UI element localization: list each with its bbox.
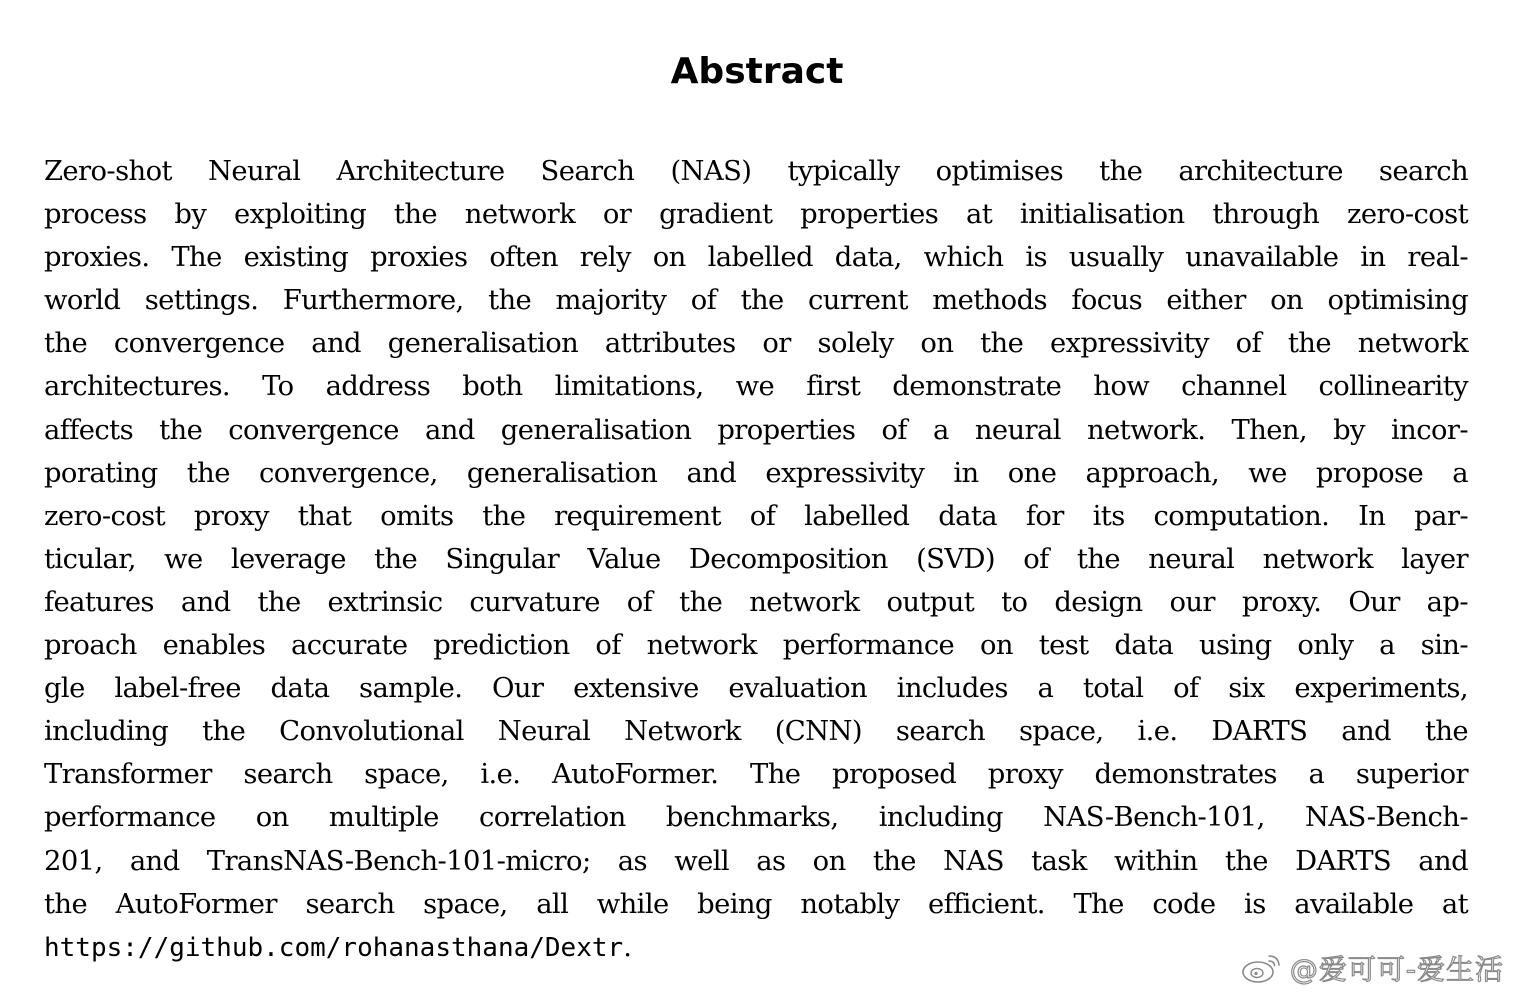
abstract-line: architectures. To address both limitations, we first demonstrate how channel collinearity [44, 371, 1468, 403]
abstract-heading: Abstract [670, 51, 844, 92]
abstract-line: Zero-shot Neural Architecture Search (NAS) typically optimises the architecture search [44, 156, 1468, 187]
abstract-line: proach enables accurate prediction of network performance on test data using only a sin- [44, 630, 1468, 662]
abstract-line: proxies. The existing proxies often rely on labelled data, which is usually unavailable in real- [44, 242, 1468, 274]
abstract-line: world settings. Furthermore, the majority of the current methods focus either on optimising [44, 285, 1468, 317]
abstract-line: affects the convergence and generalisation properties of a neural network. Then, by incor- [44, 414, 1468, 446]
abstract-line: zero-cost proxy that omits the requirement of labelled data for its computation. In par- [44, 500, 1468, 532]
abstract-body [44, 150, 1468, 969]
abstract-line: performance on multiple correlation benchmarks, including NAS-Bench-101, NAS-Bench- [44, 802, 1468, 834]
abstract-line: gle label-free data sample. Our extensive evaluation includes a total of six experiments, [44, 673, 1468, 705]
abstract-line: the convergence and generalisation attributes or solely on the expressivity of the network [44, 328, 1468, 360]
abstract-line: 201, and TransNAS-Bench-101-micro; as well as on the NAS task within the DARTS and [44, 845, 1468, 877]
abstract-line: the AutoFormer search space, all while being notably efficient. The code is available at [44, 888, 1468, 920]
code-url-link[interactable]: https://github.com/rohanasthana/Dextr [44, 932, 624, 963]
abstract-line: ticular, we leverage the Singular Value Decomposition (SVD) of the neural network layer [44, 543, 1468, 575]
abstract-line: Transformer search space, i.e. AutoFormer. The proposed proxy demonstrates a superior [44, 759, 1468, 791]
watermark [1240, 948, 1504, 988]
abstract-line: process by exploiting the network or gradient properties at initialisation through zero-cost [44, 199, 1468, 231]
watermark-text: @爱可可-爱生活 [1289, 953, 1504, 986]
abstract-line: porating the convergence, generalisation and expressivity in one approach, we propose a [44, 457, 1468, 489]
url-period: . [623, 931, 632, 963]
abstract-line: including the Convolutional Neural Network (CNN) search space, i.e. DARTS and the [44, 716, 1468, 748]
weibo-icon [1240, 950, 1284, 986]
abstract-line: features and the extrinsic curvature of the network output to design our proxy. Our ap- [44, 586, 1468, 618]
